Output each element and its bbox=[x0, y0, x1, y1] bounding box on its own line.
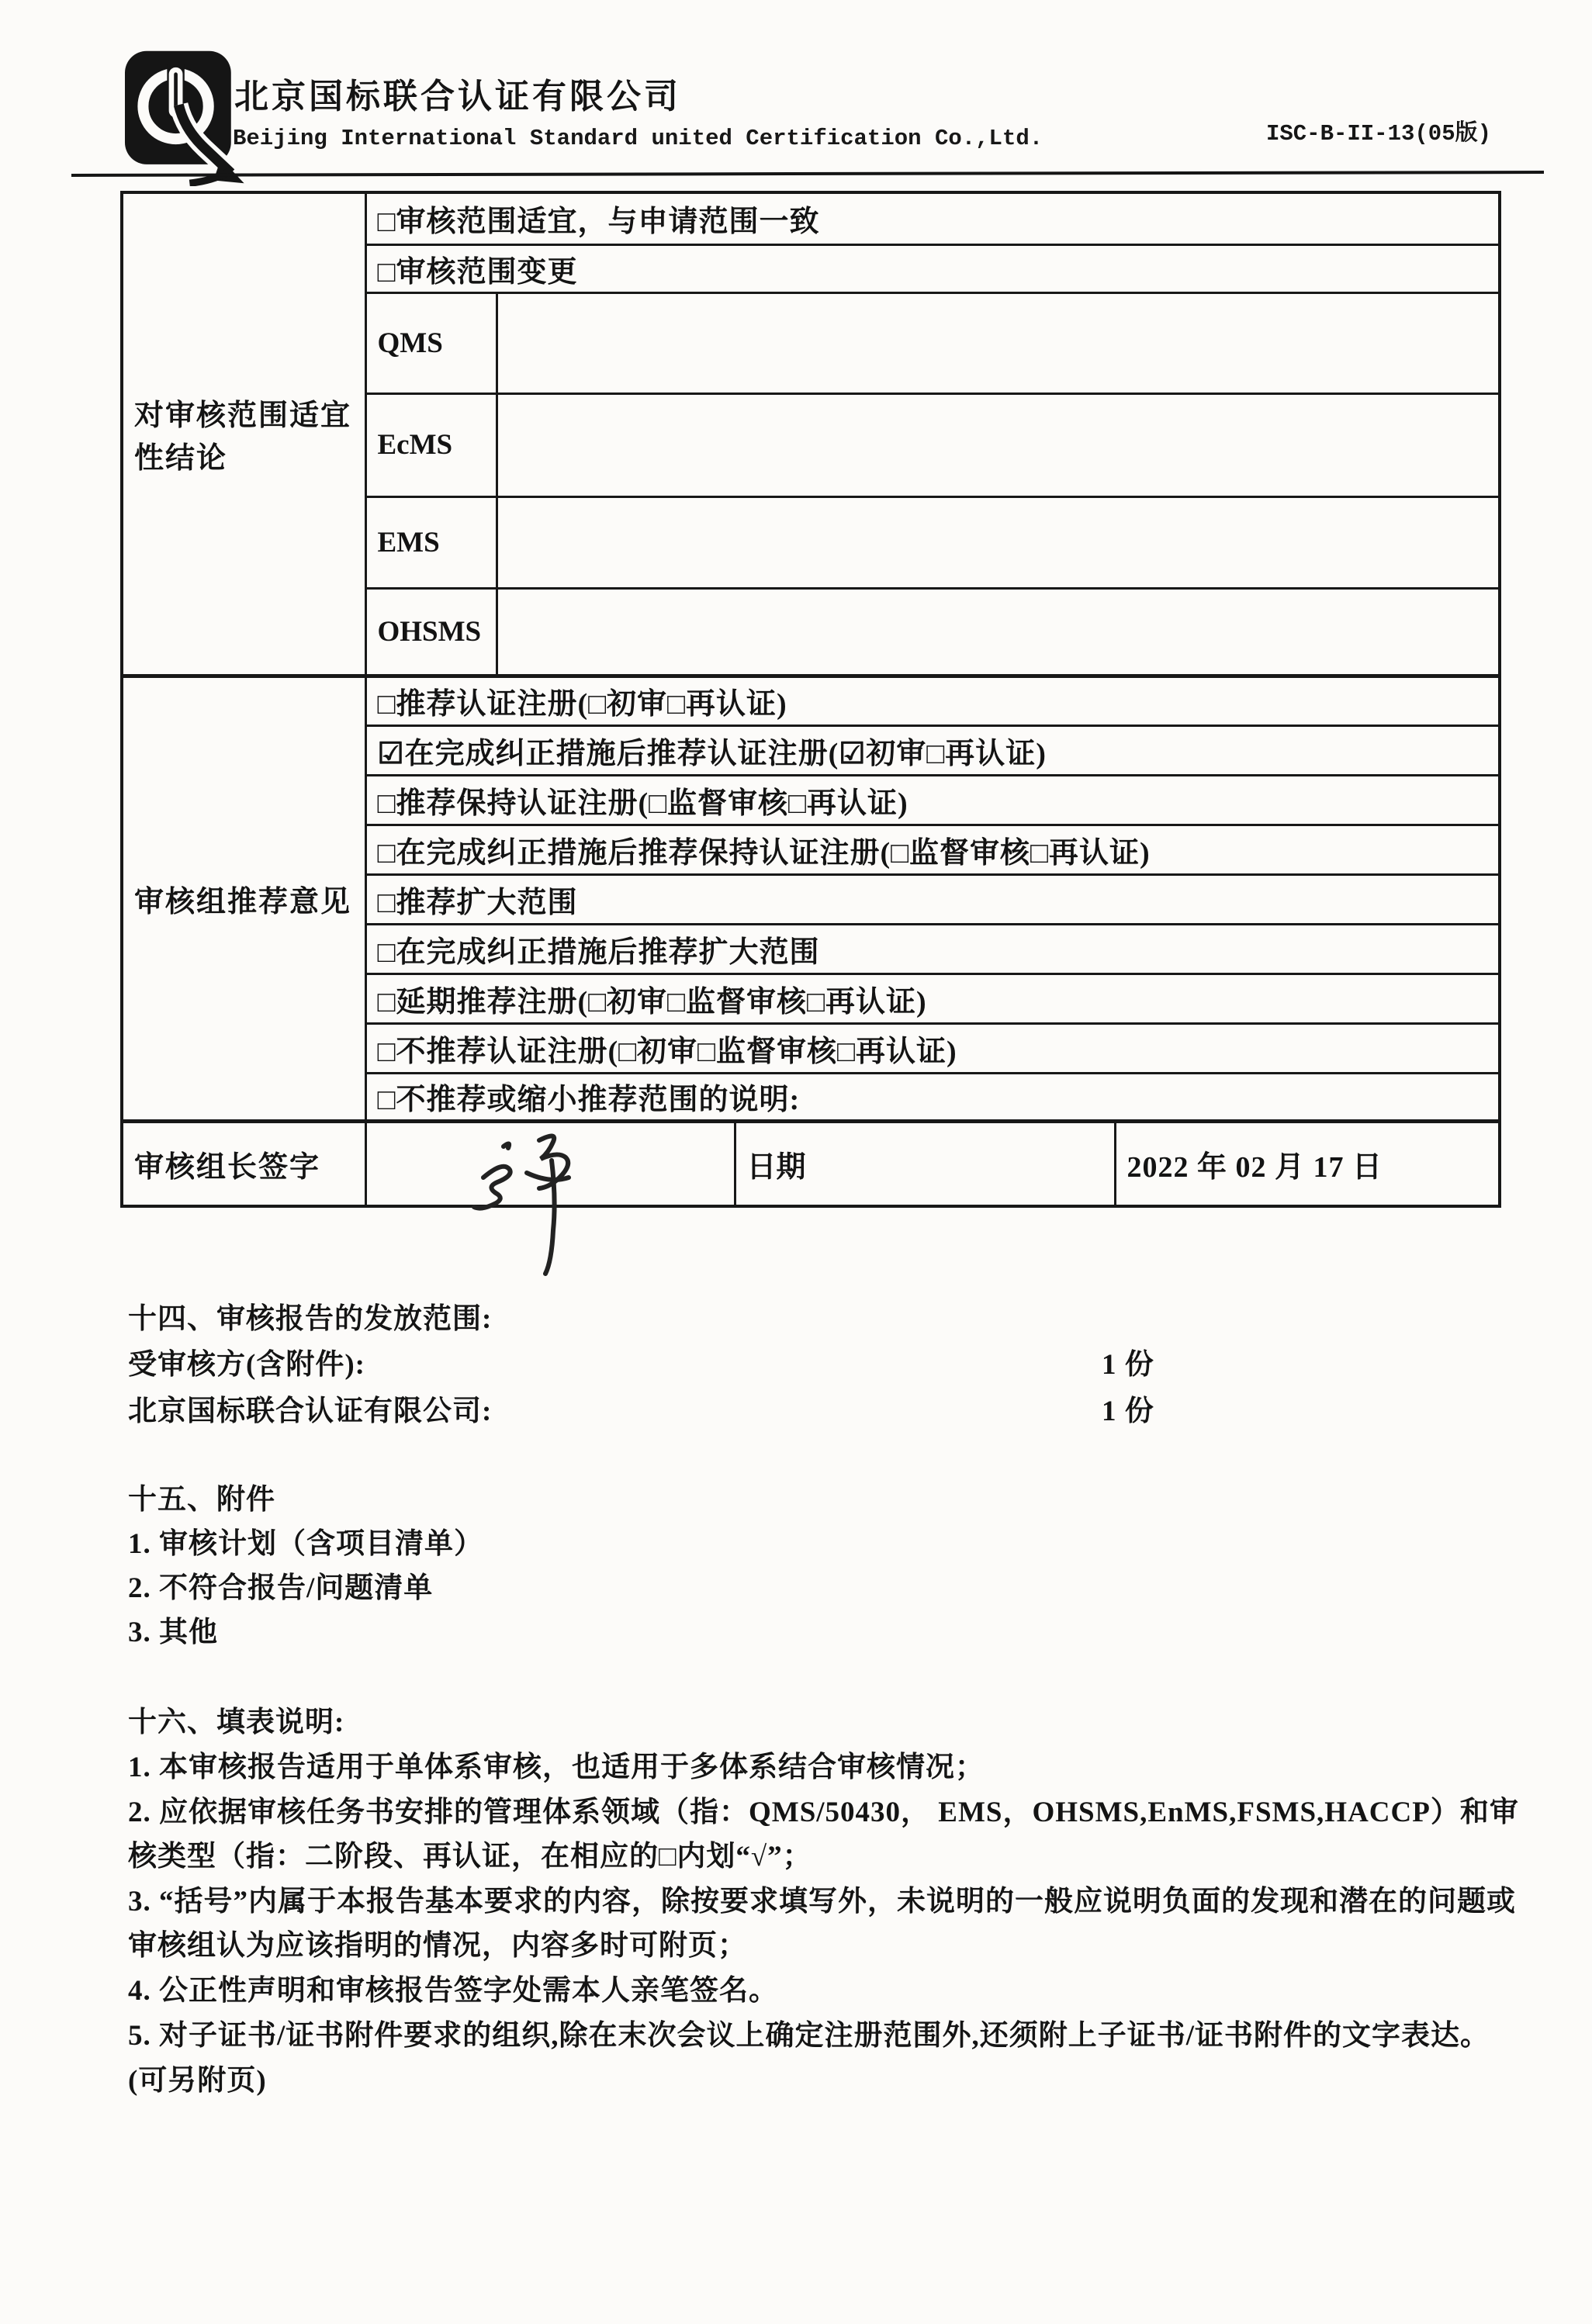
recommendation-label: 审核组推荐意见 bbox=[122, 676, 365, 1121]
recommend-option-5: □推荐扩大范围 bbox=[365, 874, 1500, 924]
scope-option-changed: □审核范围变更 bbox=[365, 244, 1500, 292]
system-ohsms-label: OHSMS bbox=[365, 588, 497, 676]
recommend-option-8: □不推荐认证注册(□初审□监督审核□再认证) bbox=[365, 1023, 1500, 1073]
section-14-title: 十四、审核报告的发放范围: bbox=[128, 1303, 493, 1335]
attachment-item-1: 1. 审核计划（含项目清单） bbox=[128, 1528, 483, 1560]
instruction-item-4: 4. 公正性声明和审核报告签字处需本人亲笔签名。 bbox=[128, 1975, 778, 2007]
instruction-item-1: 1. 本审核报告适用于单体系审核，也适用于多体系结合审核情况； bbox=[128, 1752, 985, 1783]
system-qms-label: QMS bbox=[365, 292, 497, 393]
distribution-row-auditee bbox=[128, 1342, 1525, 1389]
recommend-option-9: □不推荐或缩小推荐范围的说明: bbox=[365, 1073, 1500, 1121]
system-qms-field bbox=[497, 292, 1500, 393]
leader-signature-field bbox=[365, 1121, 735, 1206]
system-ems-field bbox=[497, 496, 1500, 588]
recommend-option-1: □推荐认证注册(□初审□再认证) bbox=[365, 676, 1500, 725]
leader-signature-label: 审核组长签字 bbox=[122, 1121, 365, 1206]
system-ems-label: EMS bbox=[365, 496, 497, 588]
audit-conclusion-table bbox=[120, 191, 1501, 1208]
section-15-title: 十五、附件 bbox=[128, 1484, 275, 1516]
distribution-certbody-copies: 1 份 bbox=[1102, 1395, 1154, 1427]
section-14-distribution bbox=[128, 1297, 1525, 1435]
leader-signature-handwriting bbox=[452, 1129, 654, 1285]
system-ecms-field bbox=[497, 393, 1500, 496]
recommend-option-7: □延期推荐注册(□初审□监督审核□再认证) bbox=[365, 974, 1500, 1023]
system-ohsms-field bbox=[497, 588, 1500, 676]
section-15-attachments bbox=[128, 1478, 1525, 1655]
company-name-cn: 北京国标联合认证有限公司 bbox=[234, 78, 681, 116]
distribution-row-certbody bbox=[128, 1389, 1525, 1435]
section-16-title: 十六、填表说明: bbox=[128, 1707, 345, 1738]
date-label: 日期 bbox=[735, 1121, 1115, 1206]
document-code: ISC-B-II-13(05版) bbox=[1265, 121, 1491, 147]
section-16-instructions bbox=[128, 1700, 1525, 2104]
distribution-auditee-label: 受审核方(含附件): bbox=[128, 1349, 365, 1381]
date-value: 2022 年 02 月 17 日 bbox=[1115, 1121, 1500, 1206]
recommend-option-6: □在完成纠正措施后推荐扩大范围 bbox=[365, 924, 1500, 974]
distribution-certbody-label: 北京国标联合认证有限公司: bbox=[128, 1395, 493, 1427]
recommend-option-4: □在完成纠正措施后推荐保持认证注册(□监督审核□再认证) bbox=[365, 825, 1500, 874]
company-logo-icon bbox=[120, 48, 244, 186]
distribution-auditee-copies: 1 份 bbox=[1102, 1349, 1154, 1381]
instruction-item-5: 5. 对子证书/证书附件要求的组织,除在末次会议上确定注册范围外,还须附上子证书/证书附件的文字表达。 bbox=[128, 2020, 1490, 2052]
attachment-item-3: 3. 其他 bbox=[128, 1617, 218, 1648]
recommend-option-3: □推荐保持认证注册(□监督审核□再认证) bbox=[365, 775, 1500, 825]
company-name-en: Beijing International Standard united Certification Co.,Ltd. bbox=[233, 126, 1043, 151]
header-divider bbox=[71, 171, 1544, 177]
instruction-note: (可另附页) bbox=[128, 2065, 267, 2097]
instruction-item-2: 2. 应依据审核任务书安排的管理体系领域（指：QMS/50430， EMS，OHSMS,EnMS,FSMS,HACCP）和审核类型（指：二阶段、再认证，在相应的□内划“√”； bbox=[128, 1797, 1519, 1873]
instruction-item-3: 3. “括号”内属于本报告基本要求的内容，除按要求填写外，未说明的一般应说明负面的发现和潜在的问题或审核组认为应该指明的情况，内容多时可附页； bbox=[128, 1886, 1516, 1962]
scope-option-suitable: □审核范围适宜，与申请范围一致 bbox=[365, 192, 1500, 244]
attachment-item-2: 2. 不符合报告/问题清单 bbox=[128, 1572, 434, 1604]
scope-conclusion-label: 对审核范围适宜性结论 bbox=[122, 192, 365, 676]
recommend-option-2-checked: ☑在完成纠正措施后推荐认证注册(☑初审□再认证) bbox=[365, 725, 1500, 775]
document-header bbox=[0, 0, 1592, 180]
system-ecms-label: EcMS bbox=[365, 393, 497, 496]
